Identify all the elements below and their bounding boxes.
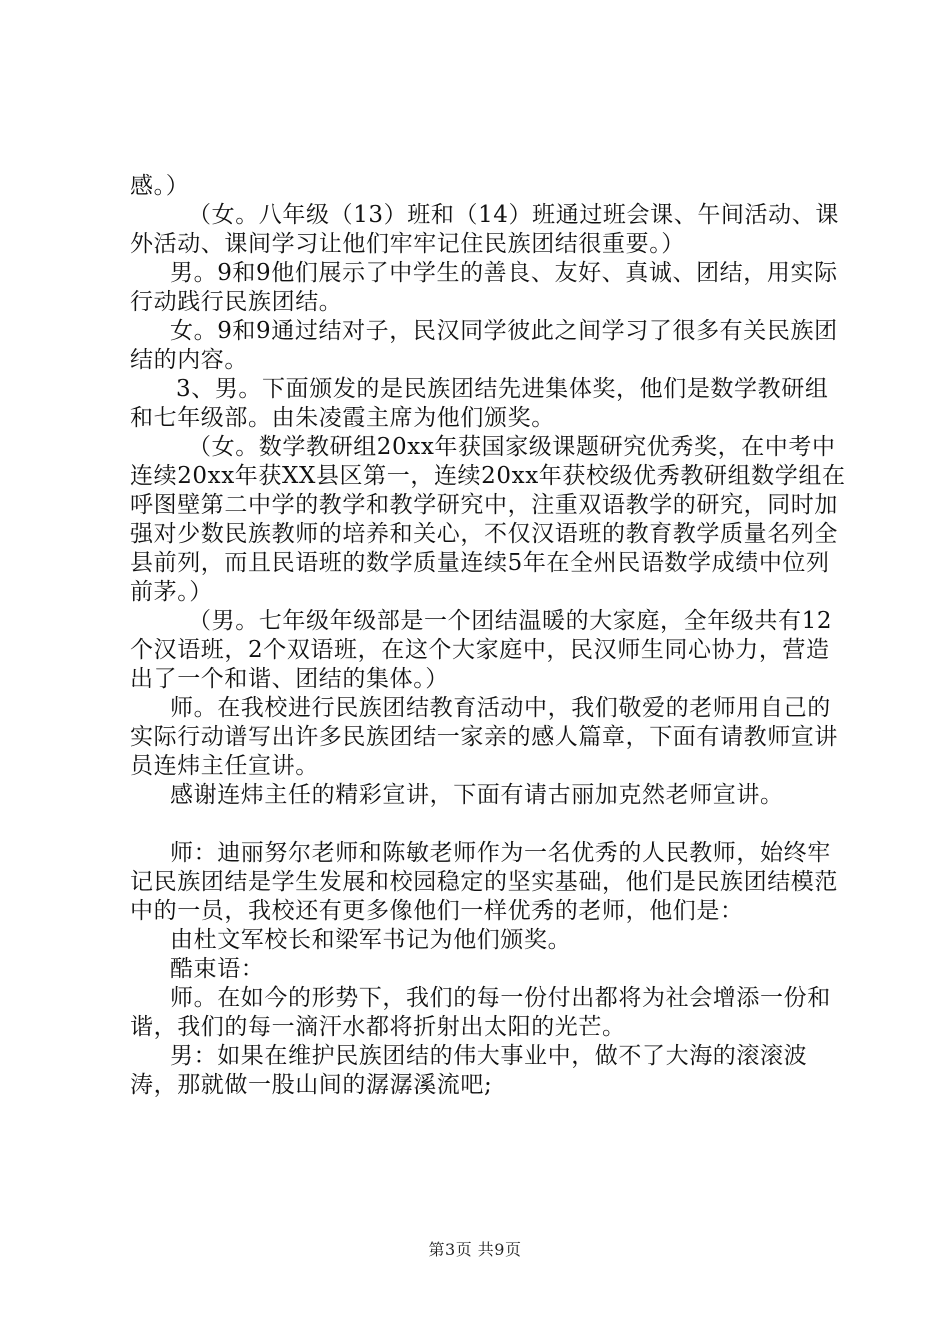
paragraph-2: （女。八年级（13）班和（14）班通过班会课、午间活动、课外活动、课间学习让他们牢牢记住民族团结很重要。） — [130, 202, 839, 257]
paragraph-9: 感谢连炜主任的精彩宣讲，下面有请古丽加克然老师宣讲。 — [170, 782, 784, 808]
paragraph-4: 女。9和9通过结对子，民汉同学彼此之间学习了很多有关民族团结的内容。 — [130, 318, 838, 373]
paragraph-1: 感。） — [130, 173, 190, 199]
paragraph-14: 男：如果在维护民族团结的伟大事业中，做不了大海的滚滚波涛，那就做一股山间的潺潺溪流吧; — [130, 1043, 808, 1098]
paragraph-3: 男。9和9他们展示了中学生的善良、友好、真诚、团结，用实际行动践行民族团结。 — [130, 260, 838, 315]
page-number-footer: 第3页 共9页 — [428, 1240, 522, 1259]
paragraph-6: （女。数学教研组20xx年获国家级课题研究优秀奖，在中考中连续20xx年获XX县区第一，连续20xx年获校级优秀教研组数学组在呼图壁第二中学的教学和教学研究中，注重双语教学的研究，同时加强对少数民族教师的培养和关心，不仅汉语班的教育教学质量名列全县前列，而且民语班的数学质量连续5年在全州民语数学成绩中位列前茅。） — [130, 434, 846, 605]
paragraph-8: 师。在我校进行民族团结教育活动中，我们敬爱的老师用自己的实际行动谱写出许多民族团结一家亲的感人篇章，下面有请教师宣讲员连炜主任宣讲。 — [130, 695, 838, 779]
paragraph-7: （男。七年级年级部是一个团结温暖的大家庭，全年级共有12个汉语班，2个双语班，在这个大家庭中，民汉师生同心协力，营造出了一个和谐、团结的集体。） — [130, 608, 833, 692]
paragraph-13: 师。在如今的形势下，我们的每一份付出都将为社会增添一份和谐，我们的每一滴汗水都将折射出太阳的光芒。 — [130, 985, 831, 1040]
document-body — [130, 172, 850, 1100]
paragraph-12: 酷束语： — [170, 956, 265, 982]
paragraph-5: 3、男。下面颁发的是民族团结先进集体奖，他们是数学教研组和七年级部。由朱凌霞主席为他们颁奖。 — [130, 376, 829, 431]
paragraph-10: 师：迪丽努尔老师和陈敏老师作为一名优秀的人民教师，始终牢记民族团结是学生发展和校园稳定的坚实基础，他们是民族团结模范中的一员，我校还有更多像他们一样优秀的老师，他们是： — [130, 840, 838, 924]
paragraph-11: 由杜文军校长和梁军书记为他们颁奖。 — [170, 927, 572, 953]
